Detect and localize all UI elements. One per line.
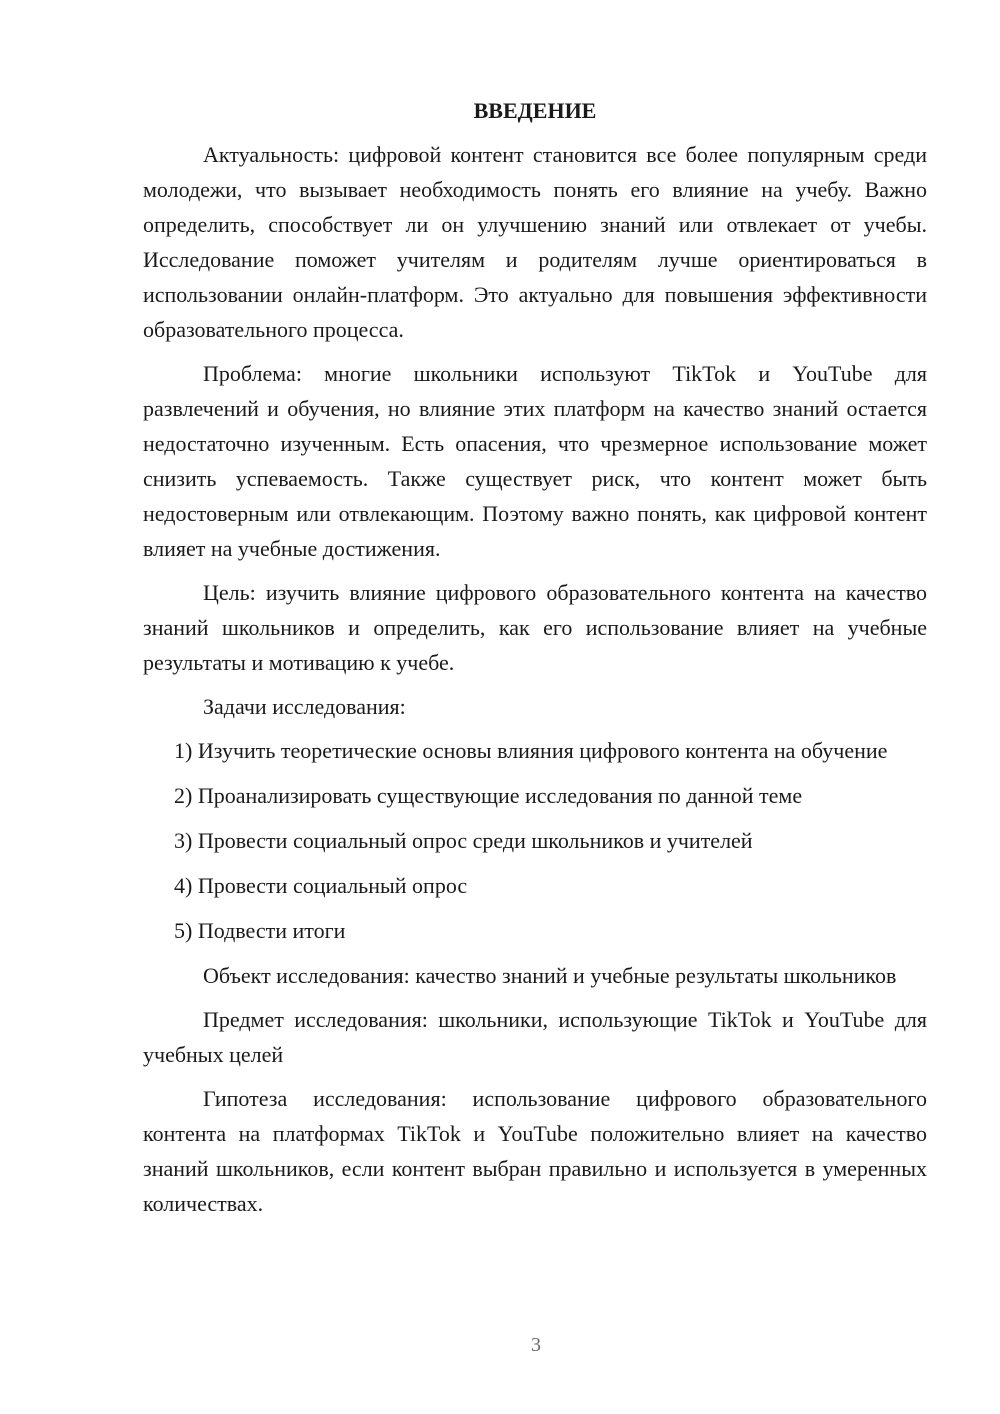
paragraph-problem: Проблема: многие школьники используют TikTok и YouTube для развлечений и обучения, но влияние этих платформ на качество знаний остается недостаточно изученным. Есть опасения, что чрезмерное использование может снизить успеваемость. Также существует риск, что контент может быть недостоверным или отвлекающим. Поэтому важно понять, как цифровой контент влияет на учебные достижения.: [143, 361, 927, 561]
paragraph-relevance: Актуальность: цифровой контент становится все более популярным среди молодежи, что вызывает необходимость понять его влияние на учебу. Важно определить, способствует ли он улучшению знаний или отвлекает от учебы. Исследование поможет учителям и родителям лучше ориентироваться в использовании онлайн-платформ. Это актуально для повышения эффективности образовательного процесса.: [143, 142, 927, 342]
page-title: ВВЕДЕНИЕ: [473, 98, 597, 123]
task-item-1: 1) Изучить теоретические основы влияния цифрового контента на обучение: [174, 738, 888, 763]
task-item-4: 4) Провести социальный опрос: [174, 873, 468, 898]
paragraph-object: Объект исследования: качество знаний и учебные результаты школьников: [203, 963, 897, 988]
paragraph-subject: Предмет исследования: школьники, использующие TikTok и YouTube для учебных целей: [143, 1007, 927, 1067]
paragraph-goal: Цель: изучить влияние цифрового образовательного контента на качество знаний школьников и определить, как его использование влияет на учебные результаты и мотивацию к учебе.: [143, 580, 927, 675]
document-page: [143, 95, 927, 1230]
paragraph-hypothesis: Гипотеза исследования: использование цифрового образовательного контента на платформах TikTok и YouTube положительно влияет на качество знаний школьников, если контент выбран правильно и используется в умеренных количествах.: [143, 1086, 927, 1216]
page-number: 3: [531, 1334, 541, 1356]
task-item-2: 2) Проанализировать существующие исследования по данной теме: [174, 783, 803, 808]
task-item-3: 3) Провести социальный опрос среди школьников и учителей: [174, 828, 753, 853]
paragraph-tasks-heading: Задачи исследования:: [203, 694, 406, 719]
task-item-5: 5) Подвести итоги: [174, 918, 346, 943]
